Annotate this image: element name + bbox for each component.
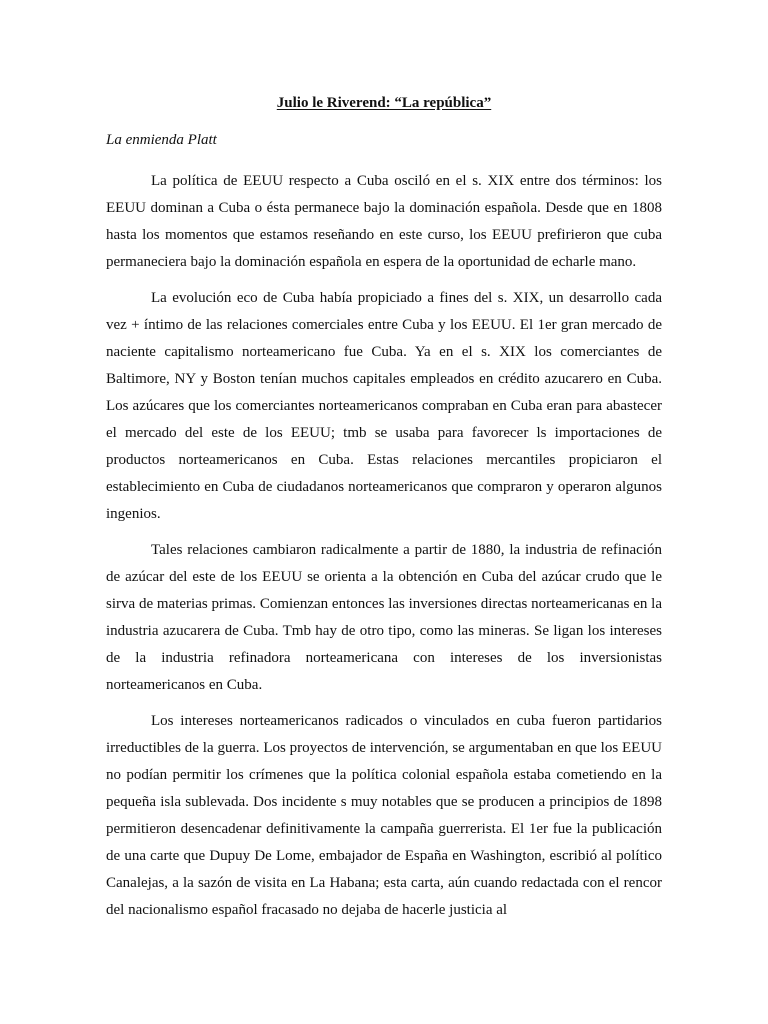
paragraph: Los intereses norteamericanos radicados o vinculados en cuba fueron partidarios irreductibles de la guerra. Los proyectos de intervención, se argumentaban en que los EEUU no podían permitir los crímenes que la política colonial española estaba cometiendo en la pequeña isla sublevada. Dos incidente s muy notables que se producen a principios de 1898 permitieron desencadenar definitivamente la campaña guerrerista. El 1er fue la publicación de una carte que Dupuy De Lome, embajador de España en Washington, escribió al político Canalejas, a la sazón de visita en La Habana; esta carta, aún cuando redactada con el rencor del nacionalismo español fracasado no dejaba de hacerle justicia al xyxy=(106,713,662,918)
paragraph: La política de EEUU respecto a Cuba osciló en el s. XIX entre dos términos: los EEUU dominan a Cuba o ésta permanece bajo la dominación española. Desde que en 1808 hasta los momentos que estamos reseñando en este curso, los EEUU prefirieron que cuba permaneciera bajo la dominación española en espera de la oportunidad de echarle mano. xyxy=(106,173,662,270)
paragraph: Tales relaciones cambiaron radicalmente a partir de 1880, la industria de refinación de azúcar del este de los EEUU se orienta a la obtención en Cuba del azúcar crudo que le sirva de materias primas. Comienzan entonces las inversiones directas norteamericanas en la industria azucarera de Cuba. Tmb hay de otro tipo, como las mineras. Se ligan los intereses de la industria refinadora norteamericana con intereses de los inversionistas norteamericanos en Cuba. xyxy=(106,542,662,693)
document-title: Julio le Riverend: “La república” xyxy=(276,95,492,111)
document-body xyxy=(106,168,662,933)
paragraph: La evolución eco de Cuba había propiciado a fines del s. XIX, un desarrollo cada vez + íntimo de las relaciones comerciales entre Cuba y los EEUU. El 1er gran mercado de naciente capitalismo norteamericano fue Cuba. Ya en el s. XIX los comerciantes de Baltimore, NY y Boston tenían muchos capitales empleados en crédito azucarero en Cuba. Los azúcares que los comerciantes norteamericanos compraban en Cuba eran para abastecer el mercado del este de los EEUU; tmb se usaba para favorecer ls importaciones de productos norteamericanos en Cuba. Estas relaciones mercantiles propiciaron el establecimiento en Cuba de ciudadanos norteamericanos que compraron y operaron algunos ingenios. xyxy=(106,290,662,522)
section-heading: La enmienda Platt xyxy=(106,132,217,148)
